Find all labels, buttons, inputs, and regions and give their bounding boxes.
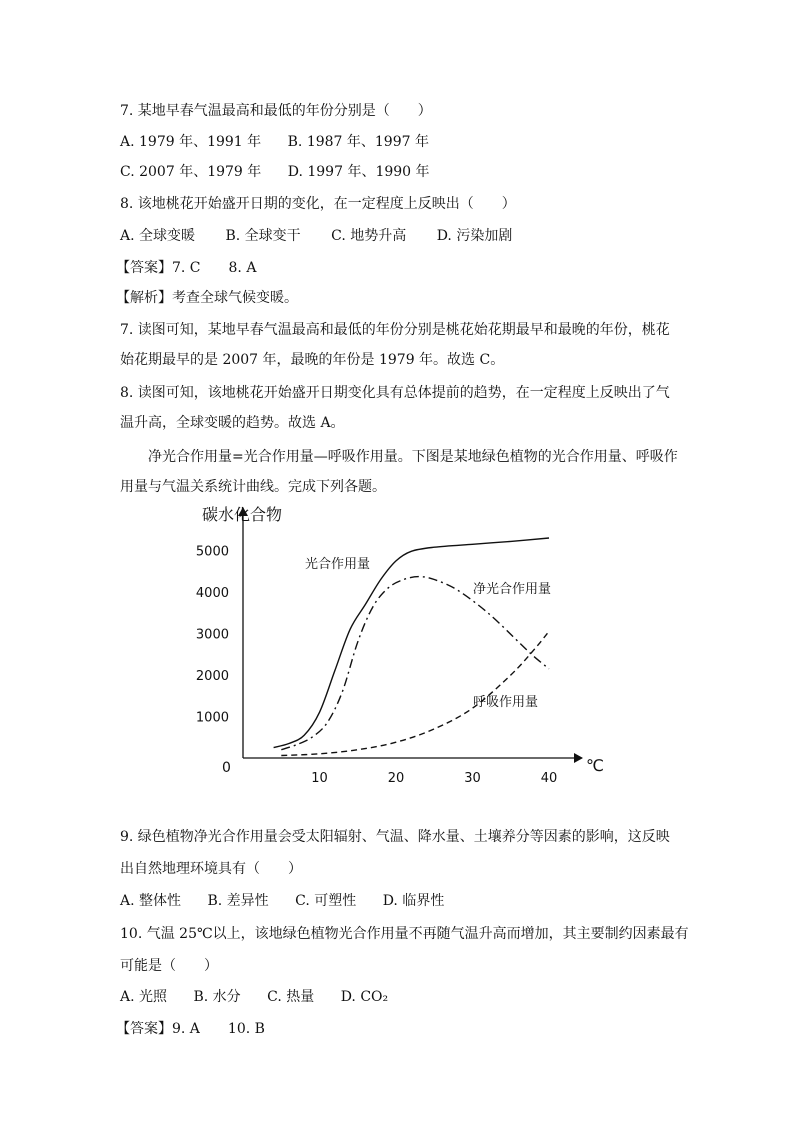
option-8c: C. 地势升高 xyxy=(331,228,407,244)
question-10-stem-line-2: 可能是（ ） xyxy=(120,958,218,974)
intro-line-2: 用量与气温关系统计曲线。完成下列各题。 xyxy=(120,479,386,495)
analysis-8-line-1: 8. 读图可知，该地桃花开始盛开日期变化具有总体提前的趋势，在一定程度上反映出了气 xyxy=(120,385,670,401)
carbohydrate-temperature-chart xyxy=(190,500,610,790)
question-9-stem-line-2: 出自然地理环境具有（ ） xyxy=(120,861,302,877)
x-tick-labels xyxy=(311,771,557,786)
answer-block-2: 【答案】9. A 10. B xyxy=(116,1021,265,1037)
question-10-options xyxy=(120,987,410,1007)
y-tick-label-2000: 2000 xyxy=(195,669,229,684)
x-axis-unit: ℃ xyxy=(586,756,604,775)
question-10-stem-line-1: 10. 气温 25℃以上，该地绿色植物光合作用量不再随气温升高而增加，其主要制约因素最有 xyxy=(120,926,689,942)
option-9c: C. 可塑性 xyxy=(295,893,357,909)
question-8-stem: 8. 该地桃花开始盛开日期的变化，在一定程度上反映出（ ） xyxy=(120,196,516,212)
option-9a: A. 整体性 xyxy=(120,893,182,909)
x-tick-label-30: 30 xyxy=(464,771,481,786)
option-10b: B. 水分 xyxy=(193,989,241,1005)
option-9d: D. 临界性 xyxy=(382,893,445,909)
question-9-stem-line-1: 9. 绿色植物净光合作用量会受太阳辐射、气温、降水量、土壤养分等因素的影响，这反映 xyxy=(120,829,670,845)
y-tick-label-5000: 5000 xyxy=(195,544,229,560)
series-label-respiration: 呼吸作用量 xyxy=(473,695,539,710)
x-tick-label-20: 20 xyxy=(387,771,405,786)
y-tick-labels xyxy=(196,545,229,726)
analysis-8-line-2: 温升高，全球变暖的趋势。故选 A。 xyxy=(120,415,345,431)
option-7d: D. 1997 年、1990 年 xyxy=(287,164,430,180)
option-9b: B. 差异性 xyxy=(207,893,269,909)
y-tick-label-4000: 4000 xyxy=(195,586,229,601)
origin-label: 0 xyxy=(222,760,231,776)
answer-block-1: 【答案】7. C 8. A xyxy=(116,260,257,276)
question-7-options-row-1 xyxy=(120,132,451,152)
series-label-photosynthesis: 光合作用量 xyxy=(305,557,371,572)
y-tick-label-3000: 3000 xyxy=(195,627,229,643)
question-7-stem: 7. 某地早春气温最高和最低的年份分别是（ ） xyxy=(120,103,432,119)
option-10d: D. CO₂ xyxy=(340,989,389,1005)
intro-line-1: 净光合作用量=光合作用量—呼吸作用量。下图是某地绿色植物的光合作用量、呼吸作 xyxy=(148,449,678,465)
analysis-7-line-2: 始花期最早的是 2007 年，最晚的年份是 1979 年。故选 C。 xyxy=(120,352,505,368)
analysis-7-line-1: 7. 读图可知，某地早春气温最高和最低的年份分别是桃花始花期最早和最晚的年份，桃花 xyxy=(120,322,670,338)
question-9-options xyxy=(120,891,466,911)
analysis-heading: 【解析】考查全球气候变暖。 xyxy=(116,290,298,306)
series-line-respiration xyxy=(281,631,549,755)
question-8-options xyxy=(120,226,538,246)
y-tick-label-1000: 1000 xyxy=(195,710,229,726)
series-line-net-photosynthesis xyxy=(281,577,552,750)
question-7-options-row-2 xyxy=(120,162,452,182)
option-8d: D. 污染加剧 xyxy=(436,228,513,244)
option-7c: C. 2007 年、1979 年 xyxy=(120,164,262,180)
option-7a: A. 1979 年、1991 年 xyxy=(120,134,262,150)
option-8a: A. 全球变暖 xyxy=(120,228,196,244)
y-axis-title: 碳水化合物 xyxy=(202,505,283,524)
option-8b: B. 全球变干 xyxy=(225,228,301,244)
x-tick-label-40: 40 xyxy=(540,771,558,786)
x-tick-label-10: 10 xyxy=(311,771,328,786)
series-label-net-photosynthesis: 净光合作用量 xyxy=(473,582,552,597)
option-10c: C. 热量 xyxy=(267,989,315,1005)
option-10a: A. 光照 xyxy=(120,989,168,1005)
option-7b: B. 1987 年、1997 年 xyxy=(287,134,429,150)
